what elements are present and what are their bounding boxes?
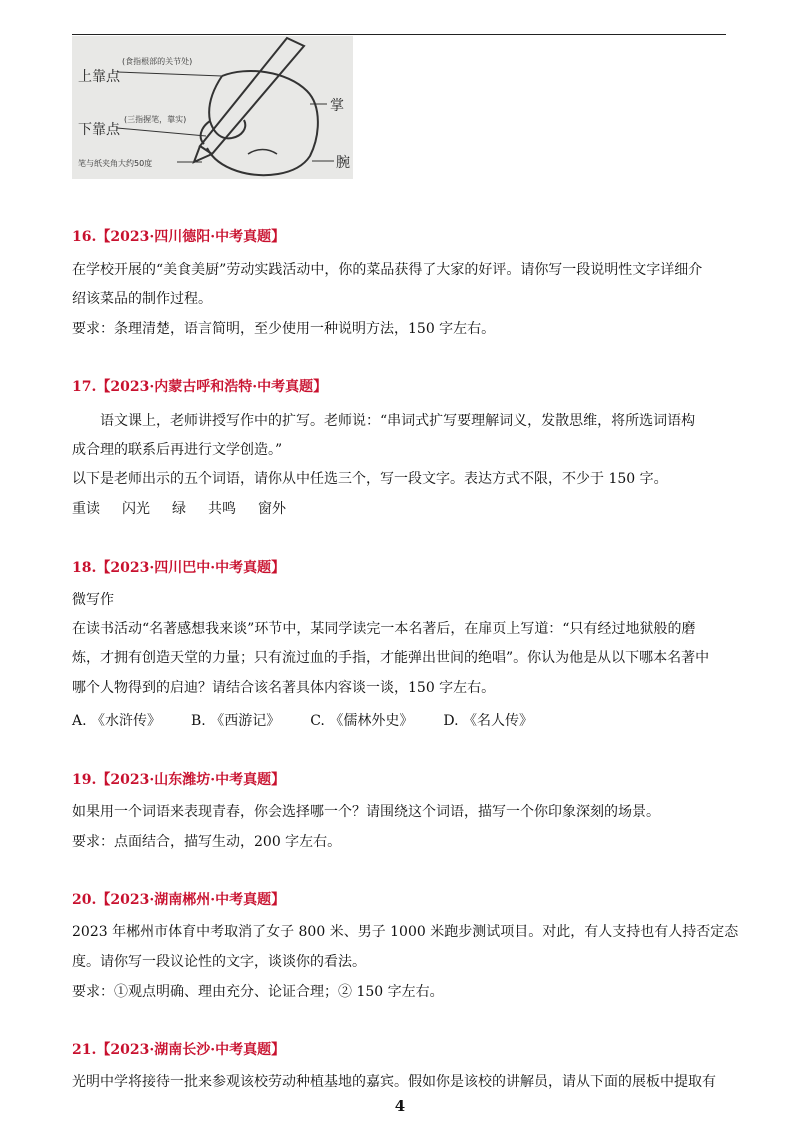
label-lower-point: 下靠点: [78, 122, 120, 138]
question-18-line-4: 哪个人物得到的启迪？请结合该名著具体内容谈一谈，150 字左右。: [72, 680, 496, 696]
option-d: D. 《名人传》: [443, 713, 533, 729]
top-rule: [72, 34, 726, 35]
question-19-header: [72, 769, 285, 789]
label-upper-point: 上靠点: [78, 69, 120, 85]
question-source: 【2023·山东潍坊·中考真题】: [96, 772, 286, 788]
question-20-line-1: 2023 年郴州市体育中考取消了女子 800 米、男子 1000 米跑步测试项目。对此，有人支持也有人持否定态: [72, 924, 739, 940]
question-16-line-2: 绍该菜品的制作过程。: [72, 291, 212, 307]
question-number: 21.: [72, 1042, 97, 1058]
question-18-header: [72, 557, 285, 577]
question-17-line-3: 以下是老师出示的五个词语，请你从中任选三个，写一段文字。表达方式不限，不少于 150 字。: [72, 471, 668, 487]
label-angle: 笔与纸夹角大约50度: [78, 159, 153, 168]
word-item: 重读: [72, 501, 100, 517]
question-18-line-2: 在读书活动“名著感想我来谈”环节中，某同学读完一本名著后，在扉页上写道：“只有经过地狱般的磨: [72, 621, 696, 637]
question-number: 20.: [72, 892, 97, 908]
question-number: 16.: [72, 229, 97, 245]
question-source: 【2023·四川巴中·中考真题】: [96, 560, 286, 576]
question-number: 19.: [72, 772, 97, 788]
question-21-header: [72, 1039, 285, 1059]
option-c: C. 《儒林外史》: [310, 713, 414, 729]
question-19-line-1: 如果用一个词语来表现青春，你会选择哪一个？请围绕这个词语，描写一个你印象深刻的场景。: [72, 804, 660, 820]
question-18-options: [72, 710, 563, 730]
word-item: 共鸣: [208, 501, 236, 517]
question-21-line-1: 光明中学将接待一批来参观该校劳动种植基地的嘉宾。假如你是该校的讲解员，请从下面的展板中提取有: [72, 1074, 716, 1090]
question-17-line-2: 成合理的联系后再进行文学创造。”: [72, 442, 283, 458]
question-16-line-1: 在学校开展的“美食美厨”劳动实践活动中，你的菜品获得了大家的好评。请你写一段说明性文字详细介: [72, 262, 703, 278]
question-source: 【2023·四川德阳·中考真题】: [96, 229, 286, 245]
pen-grip-photo: [72, 36, 353, 179]
question-source: 【2023·湖南郴州·中考真题】: [96, 892, 286, 908]
question-18-line-1: 微写作: [72, 592, 114, 608]
word-item: 窗外: [258, 501, 286, 517]
question-17-header: [72, 376, 327, 396]
question-number: 17.: [72, 379, 97, 395]
question-16-line-3: 要求：条理清楚，语言简明，至少使用一种说明方法，150 字左右。: [72, 321, 496, 337]
question-number: 18.: [72, 560, 97, 576]
question-17-word-list: [72, 498, 308, 518]
label-palm: 掌: [330, 98, 344, 114]
question-18-line-3: 炼，才拥有创造天堂的力量；只有流过血的手指，才能弹出世间的绝唱”。你认为他是从以下哪本名著中: [72, 650, 710, 666]
page-number: 4: [394, 1097, 406, 1115]
question-17-line-1: 语文课上，老师讲授写作中的扩写。老师说：“串词式扩写要理解词义，发散思维，将所选词语构: [100, 413, 696, 429]
option-a: A. 《水浒传》: [72, 713, 162, 729]
question-19-line-2: 要求：点面结合，描写生动，200 字左右。: [72, 834, 342, 850]
pen-grip-illustration: [72, 36, 353, 179]
word-item: 闪光: [122, 501, 150, 517]
label-upper-note: (食指根部的关节处): [122, 57, 193, 66]
question-20-line-3: 要求：①观点明确、理由充分、论证合理；② 150 字左右。: [72, 984, 444, 1000]
label-lower-note: (三指握笔，靠实): [124, 115, 187, 124]
question-16-header: [72, 226, 285, 246]
label-wrist: 腕: [336, 155, 350, 171]
question-20-header: [72, 889, 285, 909]
option-b: B. 《西游记》: [191, 713, 281, 729]
question-source: 【2023·内蒙古呼和浩特·中考真题】: [96, 379, 328, 395]
question-20-line-2: 度。请你写一段议论性的文字，谈谈你的看法。: [72, 954, 366, 970]
question-source: 【2023·湖南长沙·中考真题】: [96, 1042, 286, 1058]
word-item: 绿: [172, 501, 186, 517]
